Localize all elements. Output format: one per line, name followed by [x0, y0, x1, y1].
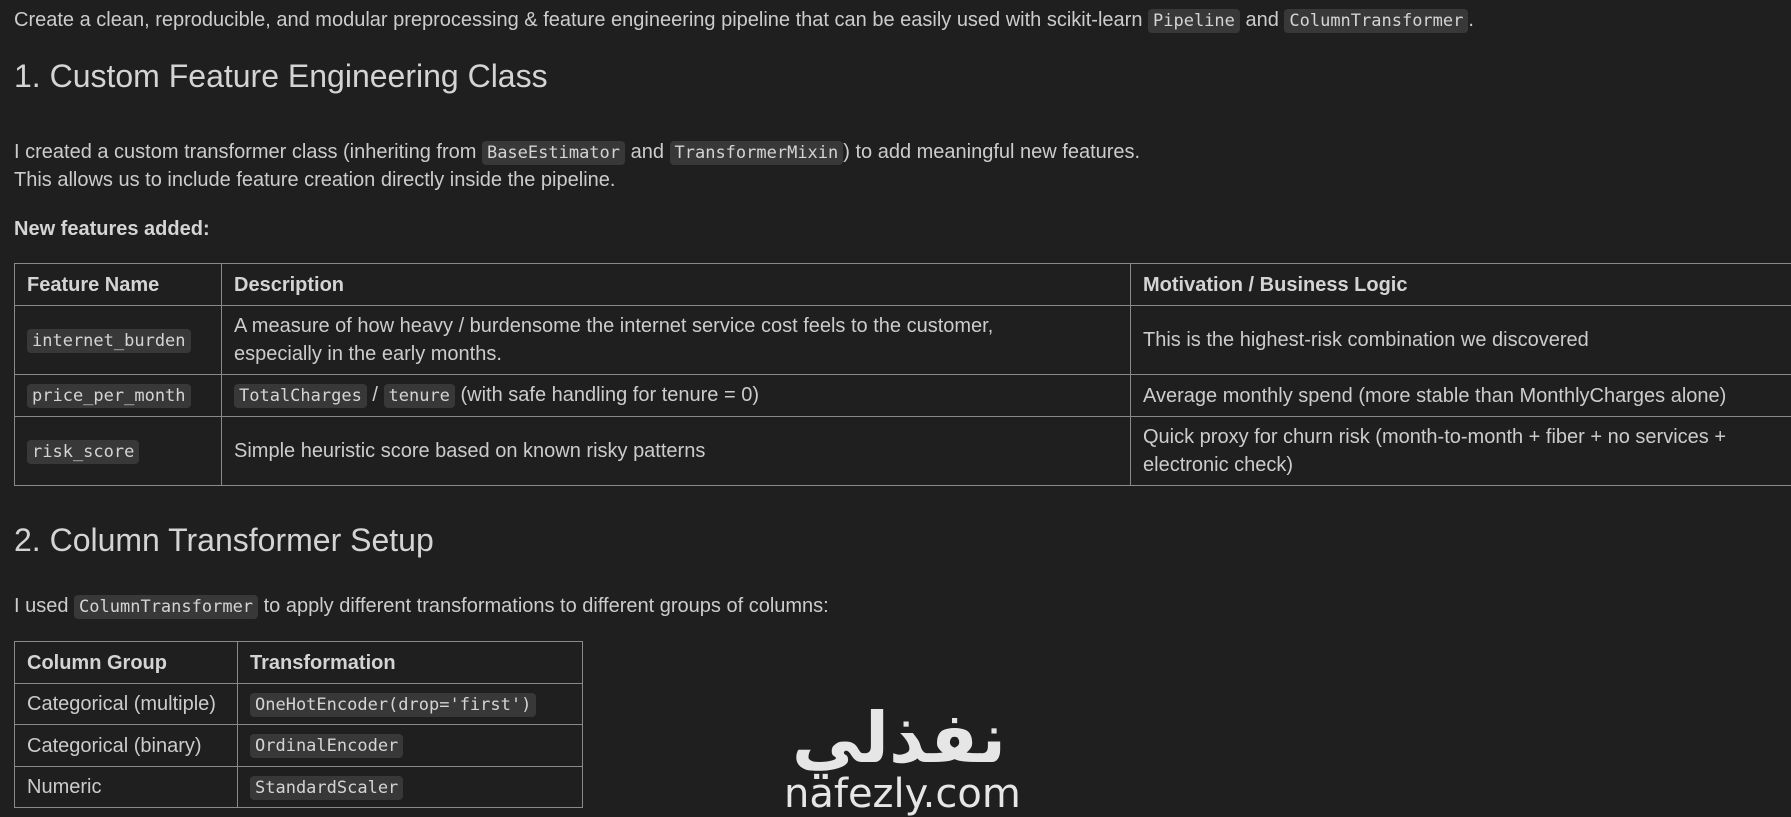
description-cell [222, 417, 1131, 486]
code-pipeline: Pipeline [1148, 9, 1240, 33]
section1-para1-before: I created a custom transformer class (inheriting from [14, 141, 482, 163]
header-feature-name: Feature Name [15, 264, 222, 306]
feature-name-code: internet_burden [27, 329, 191, 353]
features-table [14, 263, 1791, 486]
motivation-line: Quick proxy for churn risk (month-to-month + fiber + no services + [1143, 423, 1791, 451]
header-motivation: Motivation / Business Logic [1131, 264, 1791, 306]
code-transformermixin: TransformerMixin [670, 141, 844, 165]
new-features-label: New features added: [14, 218, 210, 240]
table-row [15, 306, 1791, 375]
table-header-row [15, 642, 583, 684]
motivation-line: electronic check) [1143, 451, 1791, 479]
feature-name-code: price_per_month [27, 384, 191, 408]
table-row [15, 375, 1791, 417]
transformation-cell [238, 684, 583, 725]
section1-para1-after: ) to add meaningful new features. [843, 141, 1140, 163]
header-column-group: Column Group [15, 642, 238, 684]
description-text: (with safe handling for tenure = 0) [455, 384, 759, 406]
transformation-code: OneHotEncoder(drop='first') [250, 693, 536, 717]
section1-para1-mid: and [625, 141, 669, 163]
section2-paragraph [14, 592, 829, 621]
section2-para-before: I used [14, 595, 74, 617]
header-transformation: Transformation [238, 642, 583, 684]
column-group-cell: Categorical (multiple) [15, 684, 238, 725]
motivation-line: Average monthly spend (more stable than MonthlyCharges alone) [1143, 382, 1791, 410]
table-row [15, 725, 583, 767]
description-line: Simple heuristic score based on known risky patterns [234, 437, 1118, 465]
motivation-cell [1131, 375, 1791, 417]
column-group-cell: Numeric [15, 767, 238, 808]
section1-subheading [14, 215, 210, 243]
code-tenure: tenure [384, 384, 455, 408]
section1-heading: 1. Custom Feature Engineering Class [14, 56, 548, 96]
table-header-row [15, 264, 1791, 306]
description-line: A measure of how heavy / burdensome the internet service cost feels to the customer, [234, 312, 1118, 340]
section1-paragraph-2: This allows us to include feature creation directly inside the pipeline. [14, 166, 615, 194]
intro-text-before: Create a clean, reproducible, and modular preprocessing & feature engineering pipeline that can be easily used with scikit-learn [14, 9, 1148, 31]
feature-name-cell [15, 306, 222, 375]
description-separator: / [367, 384, 384, 406]
motivation-line: This is the highest-risk combination we discovered [1143, 326, 1791, 354]
section1-paragraph-1 [14, 138, 1140, 167]
section2-heading: 2. Column Transformer Setup [14, 520, 434, 560]
transformation-code: OrdinalEncoder [250, 734, 403, 758]
motivation-cell [1131, 306, 1791, 375]
table-row [15, 767, 583, 808]
code-baseestimator: BaseEstimator [482, 141, 625, 165]
table-row [15, 684, 583, 725]
intro-text-mid: and [1240, 9, 1284, 31]
intro-paragraph [14, 6, 1474, 35]
description-cell [222, 306, 1131, 375]
feature-name-code: risk_score [27, 440, 139, 464]
watermark-domain: nafezly.com [784, 774, 1014, 814]
document [14, 0, 1791, 814]
motivation-cell [1131, 417, 1791, 486]
section2-para-after: to apply different transformations to different groups of columns: [258, 595, 829, 617]
code-totalcharges: TotalCharges [234, 384, 367, 408]
table-row [15, 417, 1791, 486]
watermark-arabic-logo: نفذلي [784, 698, 1014, 778]
column-transformer-table [14, 641, 583, 808]
feature-name-cell [15, 417, 222, 486]
transformation-code: StandardScaler [250, 776, 403, 800]
header-description: Description [222, 264, 1131, 306]
transformation-cell [238, 725, 583, 767]
intro-text-after: . [1468, 9, 1474, 31]
description-cell [222, 375, 1131, 417]
description-line: especially in the early months. [234, 340, 1118, 368]
feature-name-cell [15, 375, 222, 417]
column-group-cell: Categorical (binary) [15, 725, 238, 767]
code-columntransformer: ColumnTransformer [1284, 9, 1468, 33]
transformation-cell [238, 767, 583, 808]
code-columntransformer-2: ColumnTransformer [74, 595, 258, 619]
